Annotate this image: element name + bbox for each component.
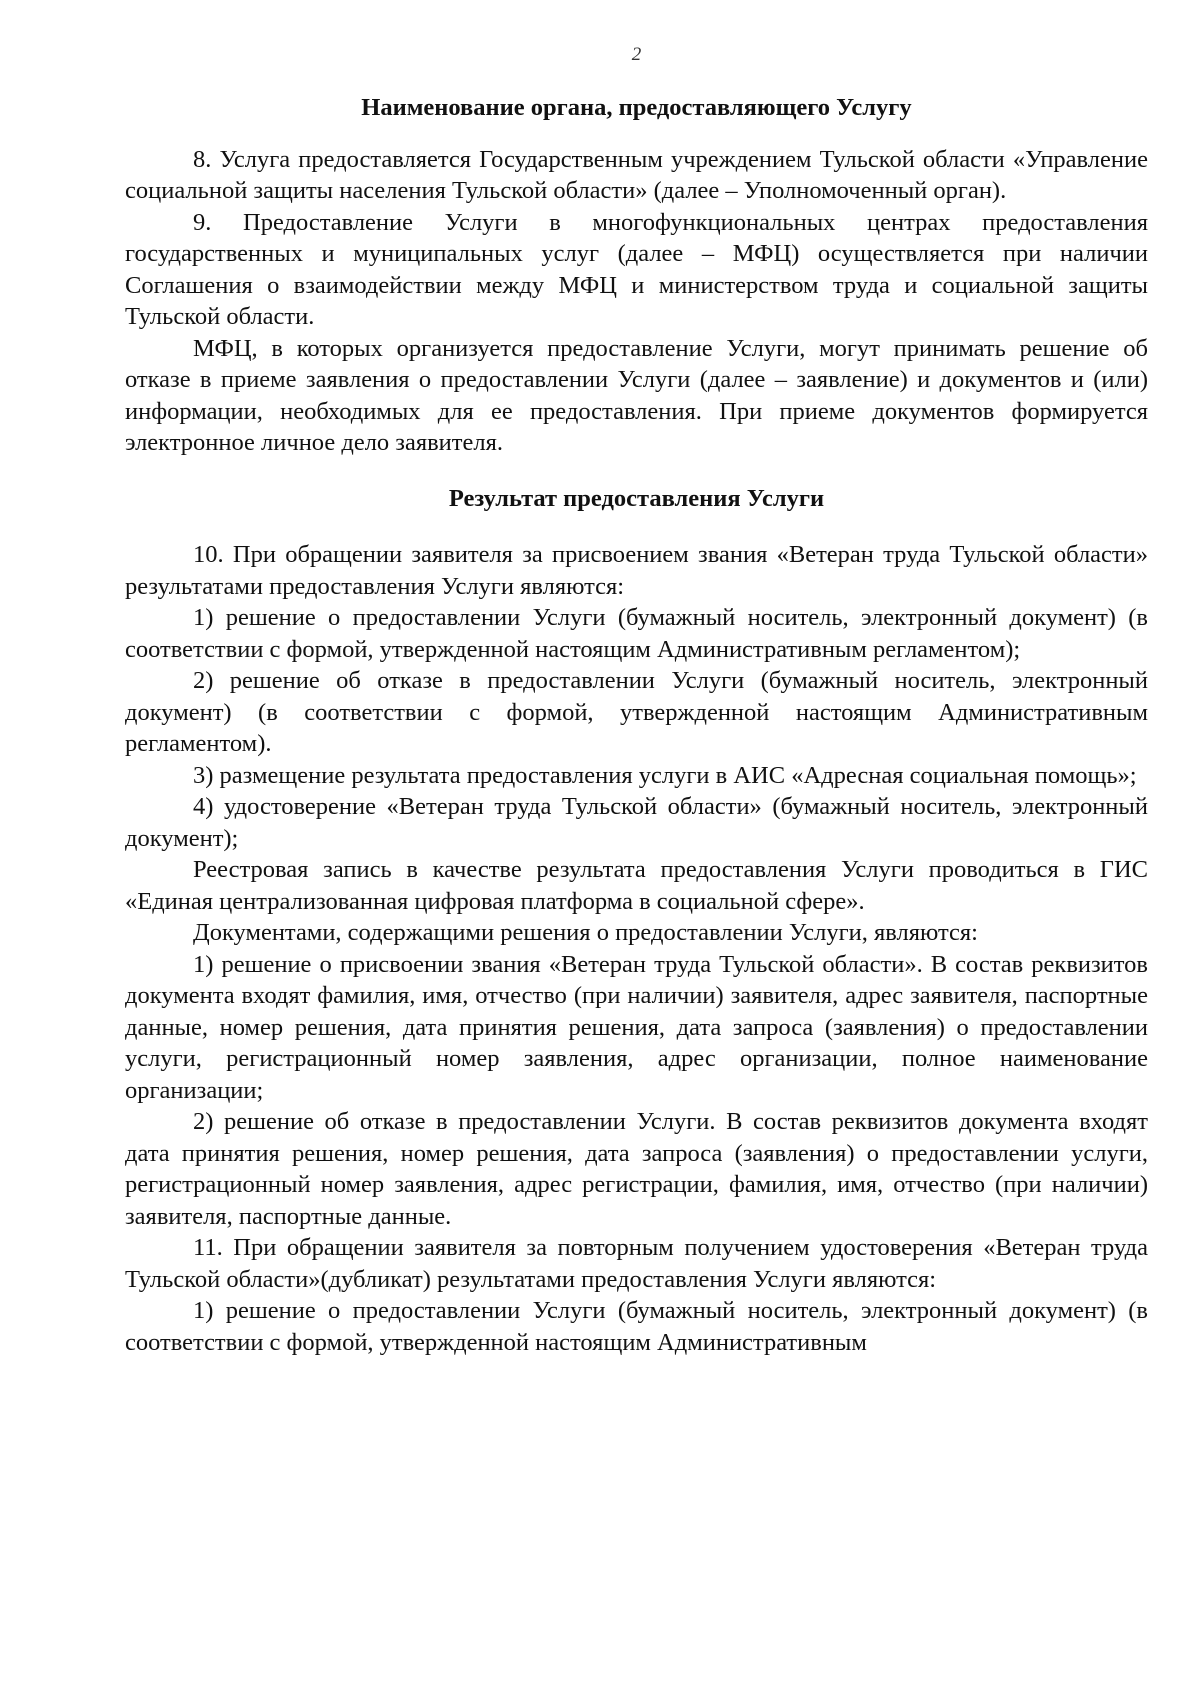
paragraph-10-item-1: 1) решение о предоставлении Услуги (бумажный носитель, электронный документ) (в соответствии с формой, утвержденной настоящим Административным регламентом); (125, 604, 1148, 663)
paragraph-11-item-1: 1) решение о предоставлении Услуги (бумажный носитель, электронный документ) (в соответствии с формой, утвержденной настоящим Административным (125, 1297, 1148, 1356)
paragraph-registry-record: Реестровая запись в качестве результата предоставления Услуги проводиться в ГИС «Единая централизованная цифровая платформа в социальной сфере». (125, 856, 1148, 915)
paragraph-10-item-3: 3) размещение результата предоставления услуги в АИС «Адресная социальная помощь»; (193, 761, 1137, 789)
paragraph-8: 8. Услуга предоставляется Государственным учреждением Тульской области «Управление социальной защиты населения Тульской области» (далее – Уполномоченный орган). (125, 145, 1148, 204)
paragraph-10-item-4: 4) удостоверение «Ветеран труда Тульской области» (бумажный носитель, электронный документ); (125, 793, 1148, 852)
paragraph-decision-item-2: 2) решение об отказе в предоставлении Услуги. В состав реквизитов документа входят дата принятия решения, номер решения, дата запроса (заявления) о предоставлении услуги, регистрационный номер заявления, адрес регистрации, фамилия, имя, отчество (при наличии) заявителя, паспортные данные. (125, 1108, 1148, 1230)
paragraph-9: 9. Предоставление Услуги в многофункциональных центрах предоставления государственных и муниципальных услуг (далее – МФЦ) осуществляется при наличии Соглашения о взаимодействии между МФЦ и министерством труда и социальной защиты Тульской области. (125, 208, 1148, 330)
paragraph-decision-documents: Документами, содержащими решения о предоставлении Услуги, являются: (193, 919, 978, 946)
paragraph-10: 10. При обращении заявителя за присвоением звания «Ветеран труда Тульской области» результатами предоставления Услуги являются: (125, 541, 1148, 600)
section-heading-authority: Наименование органа, предоставляющего Услугу (361, 94, 912, 121)
page-number: 2 (631, 44, 642, 65)
paragraph-mfc: МФЦ, в которых организуется предоставление Услуги, могут принимать решение об отказе в приеме заявления о предоставлении Услуги (далее – заявление) и документов и (или) информации, необходимых для ее предоставления. При приеме документов формируется электронное личное дело заявителя. (125, 334, 1148, 456)
document-body (125, 92, 1148, 1358)
paragraph-11: 11. При обращении заявителя за повторным получением удостоверения «Ветеран труда Тульской области»(дубликат) результатами предоставления Услуги являются: (125, 1234, 1148, 1293)
section-heading-result: Результат предоставления Услуги (448, 484, 825, 512)
paragraph-decision-item-1: 1) решение о присвоении звания «Ветеран труда Тульской области». В состав реквизитов документа входят фамилия, имя, отчество (при наличии) заявителя, адрес заявителя, паспортные данные, номер решения, дата принятия решения, дата запроса (заявления) о предоставлении услуги, регистрационный номер заявления, адрес организации, полное наименование организации; (125, 950, 1148, 1104)
paragraph-10-item-2: 2) решение об отказе в предоставлении Услуги (бумажный носитель, электронный документ) (в соответствии с формой, утвержденной настоящим Административным регламентом). (125, 667, 1148, 757)
